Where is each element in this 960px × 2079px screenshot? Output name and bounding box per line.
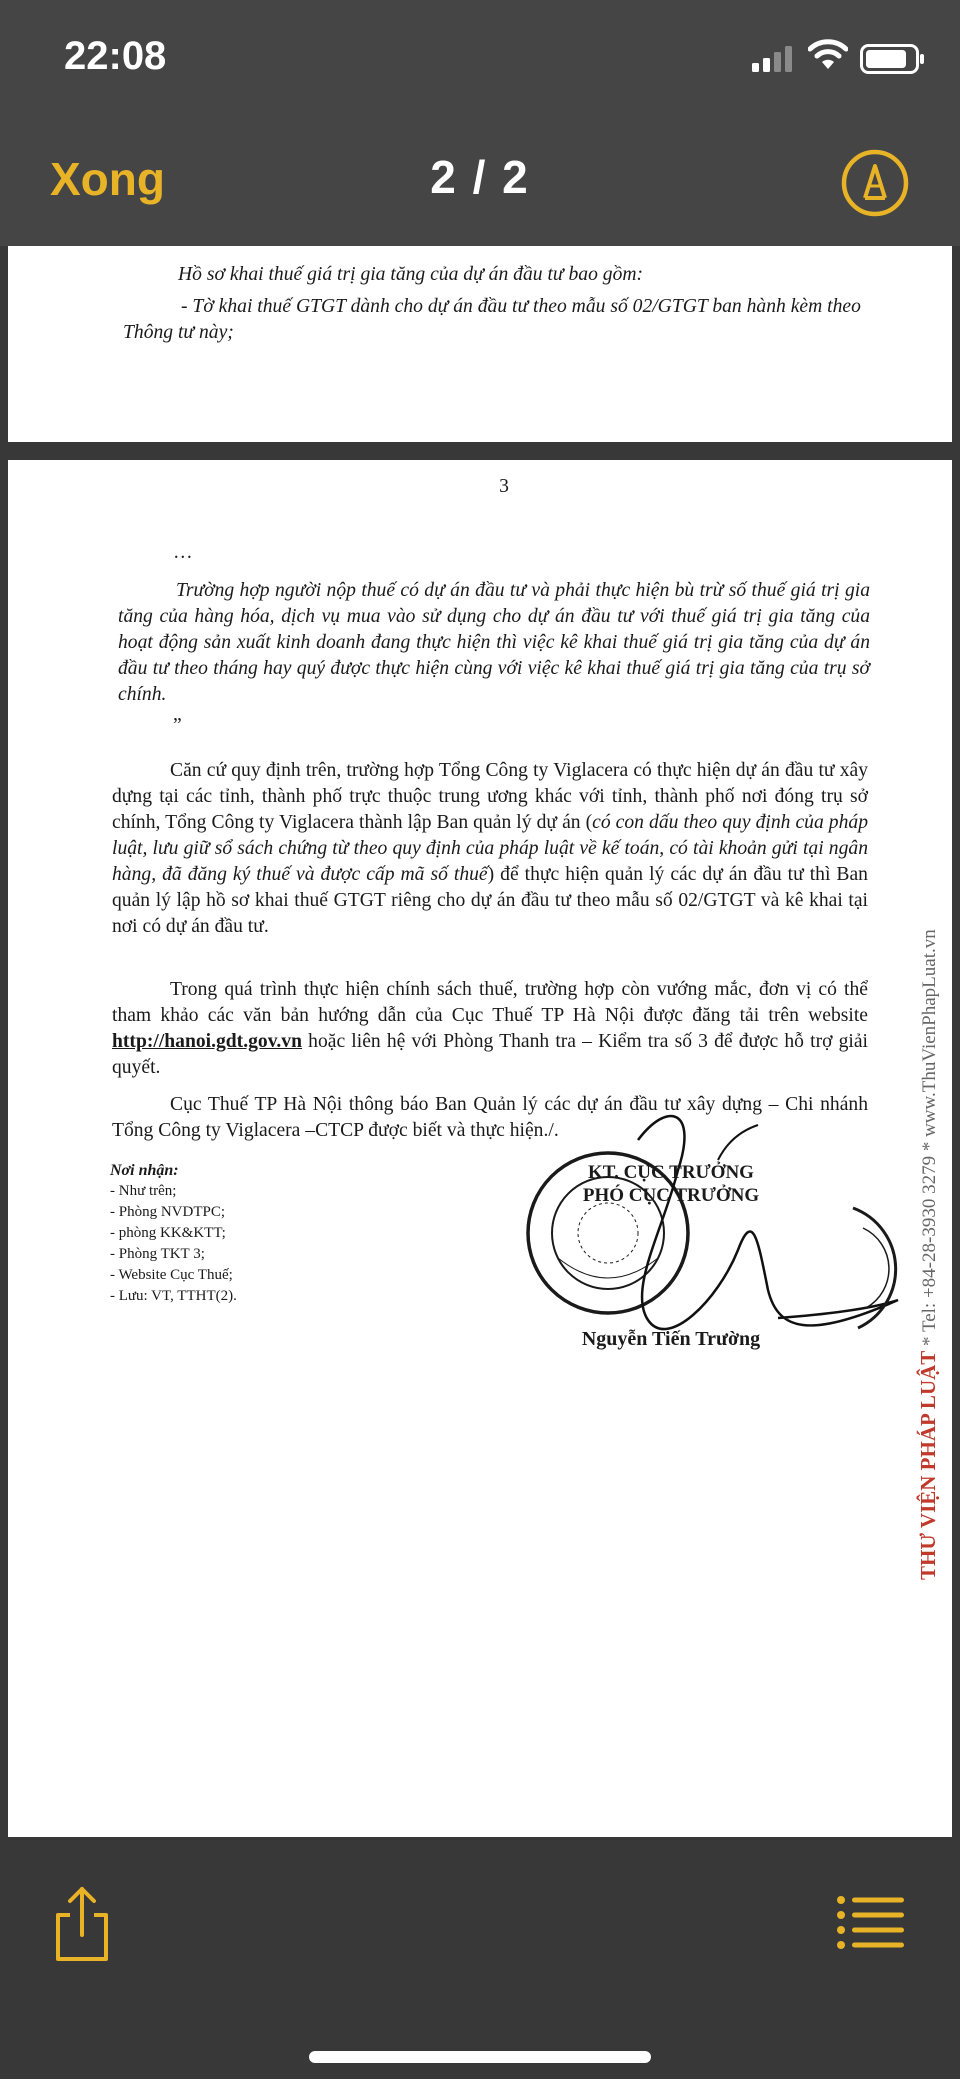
sign-title-2: PHÓ CỤC TRƯỞNG [582, 1185, 760, 1206]
page-indicator: 2 / 2 [430, 151, 530, 203]
paragraph-1-text-b: ) để thực hiện quản lý các dự án đầu tư thì Ban quản lý lập hồ sơ khai thuế GTGT riêng cho dự án đầu tư theo mẫu số 02/GTGT và kê khai tại nơi có dự án đầu tư. [112, 864, 868, 937]
share-icon[interactable] [52, 1885, 112, 1965]
done-button[interactable]: Xong [50, 153, 165, 205]
wifi-icon [808, 38, 848, 70]
recipient-item: - Website Cục Thuế; [110, 1267, 233, 1283]
ellipsis: … [173, 542, 193, 563]
status-time: 22:08 [64, 34, 167, 78]
recipient-item: - phòng KK&KTT; [110, 1225, 226, 1241]
markup-pen-icon[interactable] [840, 148, 910, 218]
paragraph-2-text-a: Trong quá trình thực hiện chính sách thuế, trường hợp còn vướng mắc, đơn vị có thể tham khảo các văn bản hướng dẫn của Cục Thuế TP Hà Nội được đăng tải trên website [112, 979, 868, 1026]
home-indicator[interactable] [309, 2051, 651, 2063]
previous-page-line-1: Hồ sơ khai thuế giá trị gia tăng của dự án đầu tư bao gồm: [178, 264, 644, 285]
paragraph-1 [112, 758, 868, 940]
page-number: 3 [499, 476, 509, 497]
list-icon[interactable] [836, 1895, 906, 1951]
recipient-item: - Như trên; [110, 1183, 177, 1199]
recipients-block [110, 1160, 370, 1307]
previous-page-line-2: - Tờ khai thuế GTGT dành cho dự án đầu tư theo mẫu số 02/GTGT ban hành kèm theo Thông tư này; [123, 296, 861, 343]
website-link[interactable]: http://hanoi.gdt.gov.vn [112, 1031, 303, 1052]
paragraph-1-italic: có con dấu theo quy định của pháp luật, lưu giữ sổ sách chứng từ theo quy định của pháp luật về kế toán, có tài khoản gửi tại ngân hàng, đã đăng ký thuế và được cấp mã số thuế [112, 812, 868, 885]
bottom-toolbar [0, 1845, 960, 2079]
paragraph-1-text-a: Căn cứ quy định trên, trường hợp Tổng Công ty Viglacera có thực hiện dự án đầu tư xây dựng tại các tỉnh, thành phố trực thuộc trung ương khác với tỉnh, thành phố nơi đóng trụ sở chính, Tổng Công ty Viglacera thành lập Ban quản lý dự án ( [112, 760, 868, 833]
recipient-item: - Phòng NVDTPC; [110, 1204, 226, 1220]
battery-icon [860, 44, 926, 74]
watermark-contact: * Tel: +84-28-3930 3279 * www.ThuVienPhapLuat.vn [919, 929, 940, 1351]
recipient-item: - Lưu: VT, TTHT(2). [110, 1288, 237, 1304]
seal-fragment [808, 1198, 918, 1338]
cellular-signal-icon [752, 46, 796, 72]
recipients-heading: Nơi nhận: [110, 1162, 179, 1179]
closing-quote: ” [173, 715, 182, 736]
paragraph-2 [112, 977, 868, 1081]
watermark [916, 929, 941, 1580]
watermark-brand: THƯ VIỆN PHÁP LUẬT [916, 1350, 940, 1580]
document-page-3 [8, 460, 952, 1837]
quoted-paragraph-text: Trường hợp người nộp thuế có dự án đầu tư và phải thực hiện bù trừ số thuế giá trị gia tăng của hàng hóa, dịch vụ mua vào sử dụng cho dự án đầu tư với thuế giá trị gia tăng của hoạt động sản xuất kinh doanh đang thực hiện thì việc kê khai thuế giá trị gia tăng của dự án đầu tư theo tháng hay quý được thực hiện cùng với việc kê khai thuế giá trị gia tăng của trụ sở chính. [118, 580, 870, 705]
sign-title-1: KT. CỤC TRƯỞNG [588, 1162, 754, 1183]
top-navigation-bar [0, 0, 960, 246]
signer-name: Nguyễn Tiến Trường [581, 1328, 761, 1350]
paragraph-3-text: Cục Thuế TP Hà Nội thông báo Ban Quản lý các dự án đầu tư xây dựng – Chi nhánh Tổng Công ty Viglacera –CTCP được biết và thực hiện./. [112, 1094, 868, 1141]
paragraph-2-text-b: hoặc liên hệ với Phòng Thanh tra – Kiểm tra số 3 để được hỗ trợ giải quyết. [112, 1031, 868, 1078]
quoted-paragraph [118, 578, 870, 708]
recipient-item: - Phòng TKT 3; [110, 1246, 205, 1262]
previous-page [8, 246, 952, 442]
